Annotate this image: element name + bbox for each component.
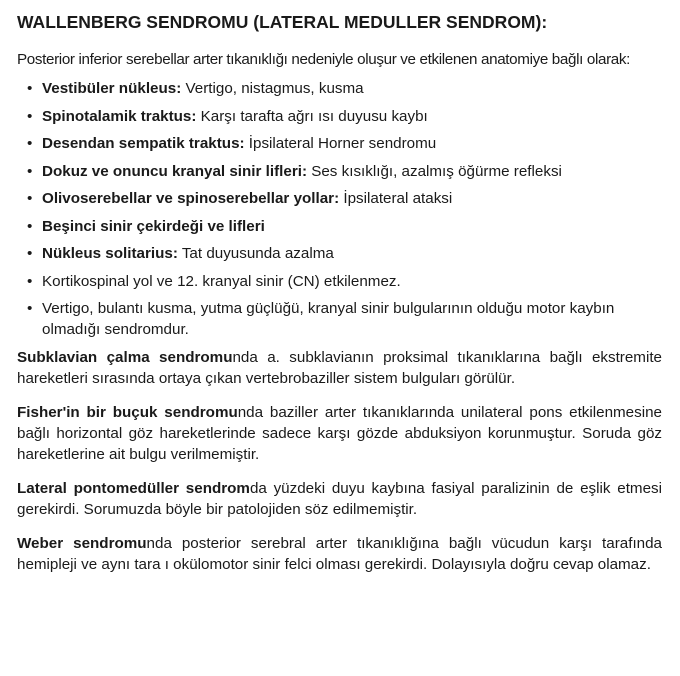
item-desc: İpsilateral ataksi	[339, 190, 453, 207]
list-item	[17, 298, 662, 340]
paragraph-text: da yüzdeki duyu kaybına fasiyal paralizinin de eşlik etmesi gerekirdi. Sorumuzda böyle bir patolojiden söz edilmemiştir.	[17, 479, 662, 518]
list-item	[17, 216, 662, 237]
finding-list	[17, 78, 662, 340]
paragraph-term: Subklavian çalma sendromu	[17, 348, 233, 366]
paragraph-lateral-pontomeduller	[17, 478, 662, 520]
item-desc: Kortikospinal yol ve 12. kranyal sinir (CN) etkilenmez.	[42, 272, 401, 290]
bullet-icon: •	[27, 245, 33, 262]
item-desc: İpsilateral Horner sendromu	[244, 135, 437, 152]
item-term: Vestibüler nükleus:	[42, 80, 182, 97]
list-item	[17, 271, 662, 292]
bullet-icon: •	[27, 300, 33, 317]
item-term: Olivoserebellar ve spinoserebellar yollar:	[42, 190, 340, 207]
paragraph-weber	[17, 533, 662, 575]
list-item	[17, 243, 662, 264]
item-desc: Ses kısıklığı, azalmış öğürme refleksi	[307, 162, 562, 180]
item-term: Dokuz ve onuncu kranyal sinir lifleri:	[42, 162, 308, 180]
list-item	[17, 188, 662, 209]
item-desc: Karşı tarafta ağrı ısı duyusu kaybı	[196, 107, 428, 125]
paragraph-term: Fisher'in bir buçuk sendromu	[17, 403, 238, 421]
list-item	[17, 161, 662, 182]
list-item	[17, 106, 662, 127]
paragraph-text: nda baziller arter tıkanıklarında unilateral pons etkilenmesine bağlı horizontal göz hareketlerinde sadece karşı gözde abduksiyon korunmuştur. Soruda göz hareketlerine ait bulgu verilmemiştir.	[17, 403, 662, 463]
item-term: Nükleus solitarius:	[42, 245, 178, 262]
list-item	[17, 78, 662, 99]
paragraph-term: Lateral pontomedüller sendrom	[17, 479, 250, 497]
paragraph-text: nda a. subklavianın proksimal tıkanıklarına bağlı ekstremite hareketleri sırasında ortaya çıkan vertebrobaziller sistem bulguları görülür.	[17, 348, 662, 387]
item-desc: Vertigo, nistagmus, kusma	[181, 80, 364, 97]
bullet-icon: •	[27, 80, 33, 97]
bullet-icon: •	[27, 135, 33, 152]
bullet-icon: •	[27, 162, 33, 180]
bullet-icon: •	[27, 107, 33, 125]
paragraph-fisher	[17, 402, 662, 465]
bullet-icon: •	[27, 272, 33, 290]
item-desc: Vertigo, bulantı kusma, yutma güçlüğü, kranyal sinir bulgularının olduğu motor kaybın olmadığı sendromdur.	[42, 300, 615, 338]
paragraph-subklavian	[17, 347, 662, 389]
section-title: WALLENBERG SENDROMU (LATERAL MEDULLER SENDROM):	[17, 12, 548, 32]
paragraph-term: Weber sendromu	[17, 534, 147, 552]
intro-text: Posterior inferior serebellar arter tıkanıklığı nedeniyle oluşur ve etkilenen anatomiye bağlı olarak:	[17, 51, 630, 68]
paragraph-text: nda posterior serebral arter tıkanıklığına bağlı vücudun karşı tarafında hemipleji ve aynı tara ı okülomotor sinir felci olması gerekirdi. Dolayısıyla doğru cevap olamaz.	[17, 534, 663, 573]
item-term: Spinotalamik traktus:	[42, 107, 197, 125]
item-term: Beşinci sinir çekirdeği ve lifleri	[42, 217, 265, 235]
item-desc: Tat duyusunda azalma	[177, 245, 334, 262]
item-term: Desendan sempatik traktus:	[42, 135, 245, 152]
bullet-icon: •	[27, 217, 33, 235]
list-item	[17, 133, 662, 154]
bullet-icon: •	[27, 190, 33, 207]
